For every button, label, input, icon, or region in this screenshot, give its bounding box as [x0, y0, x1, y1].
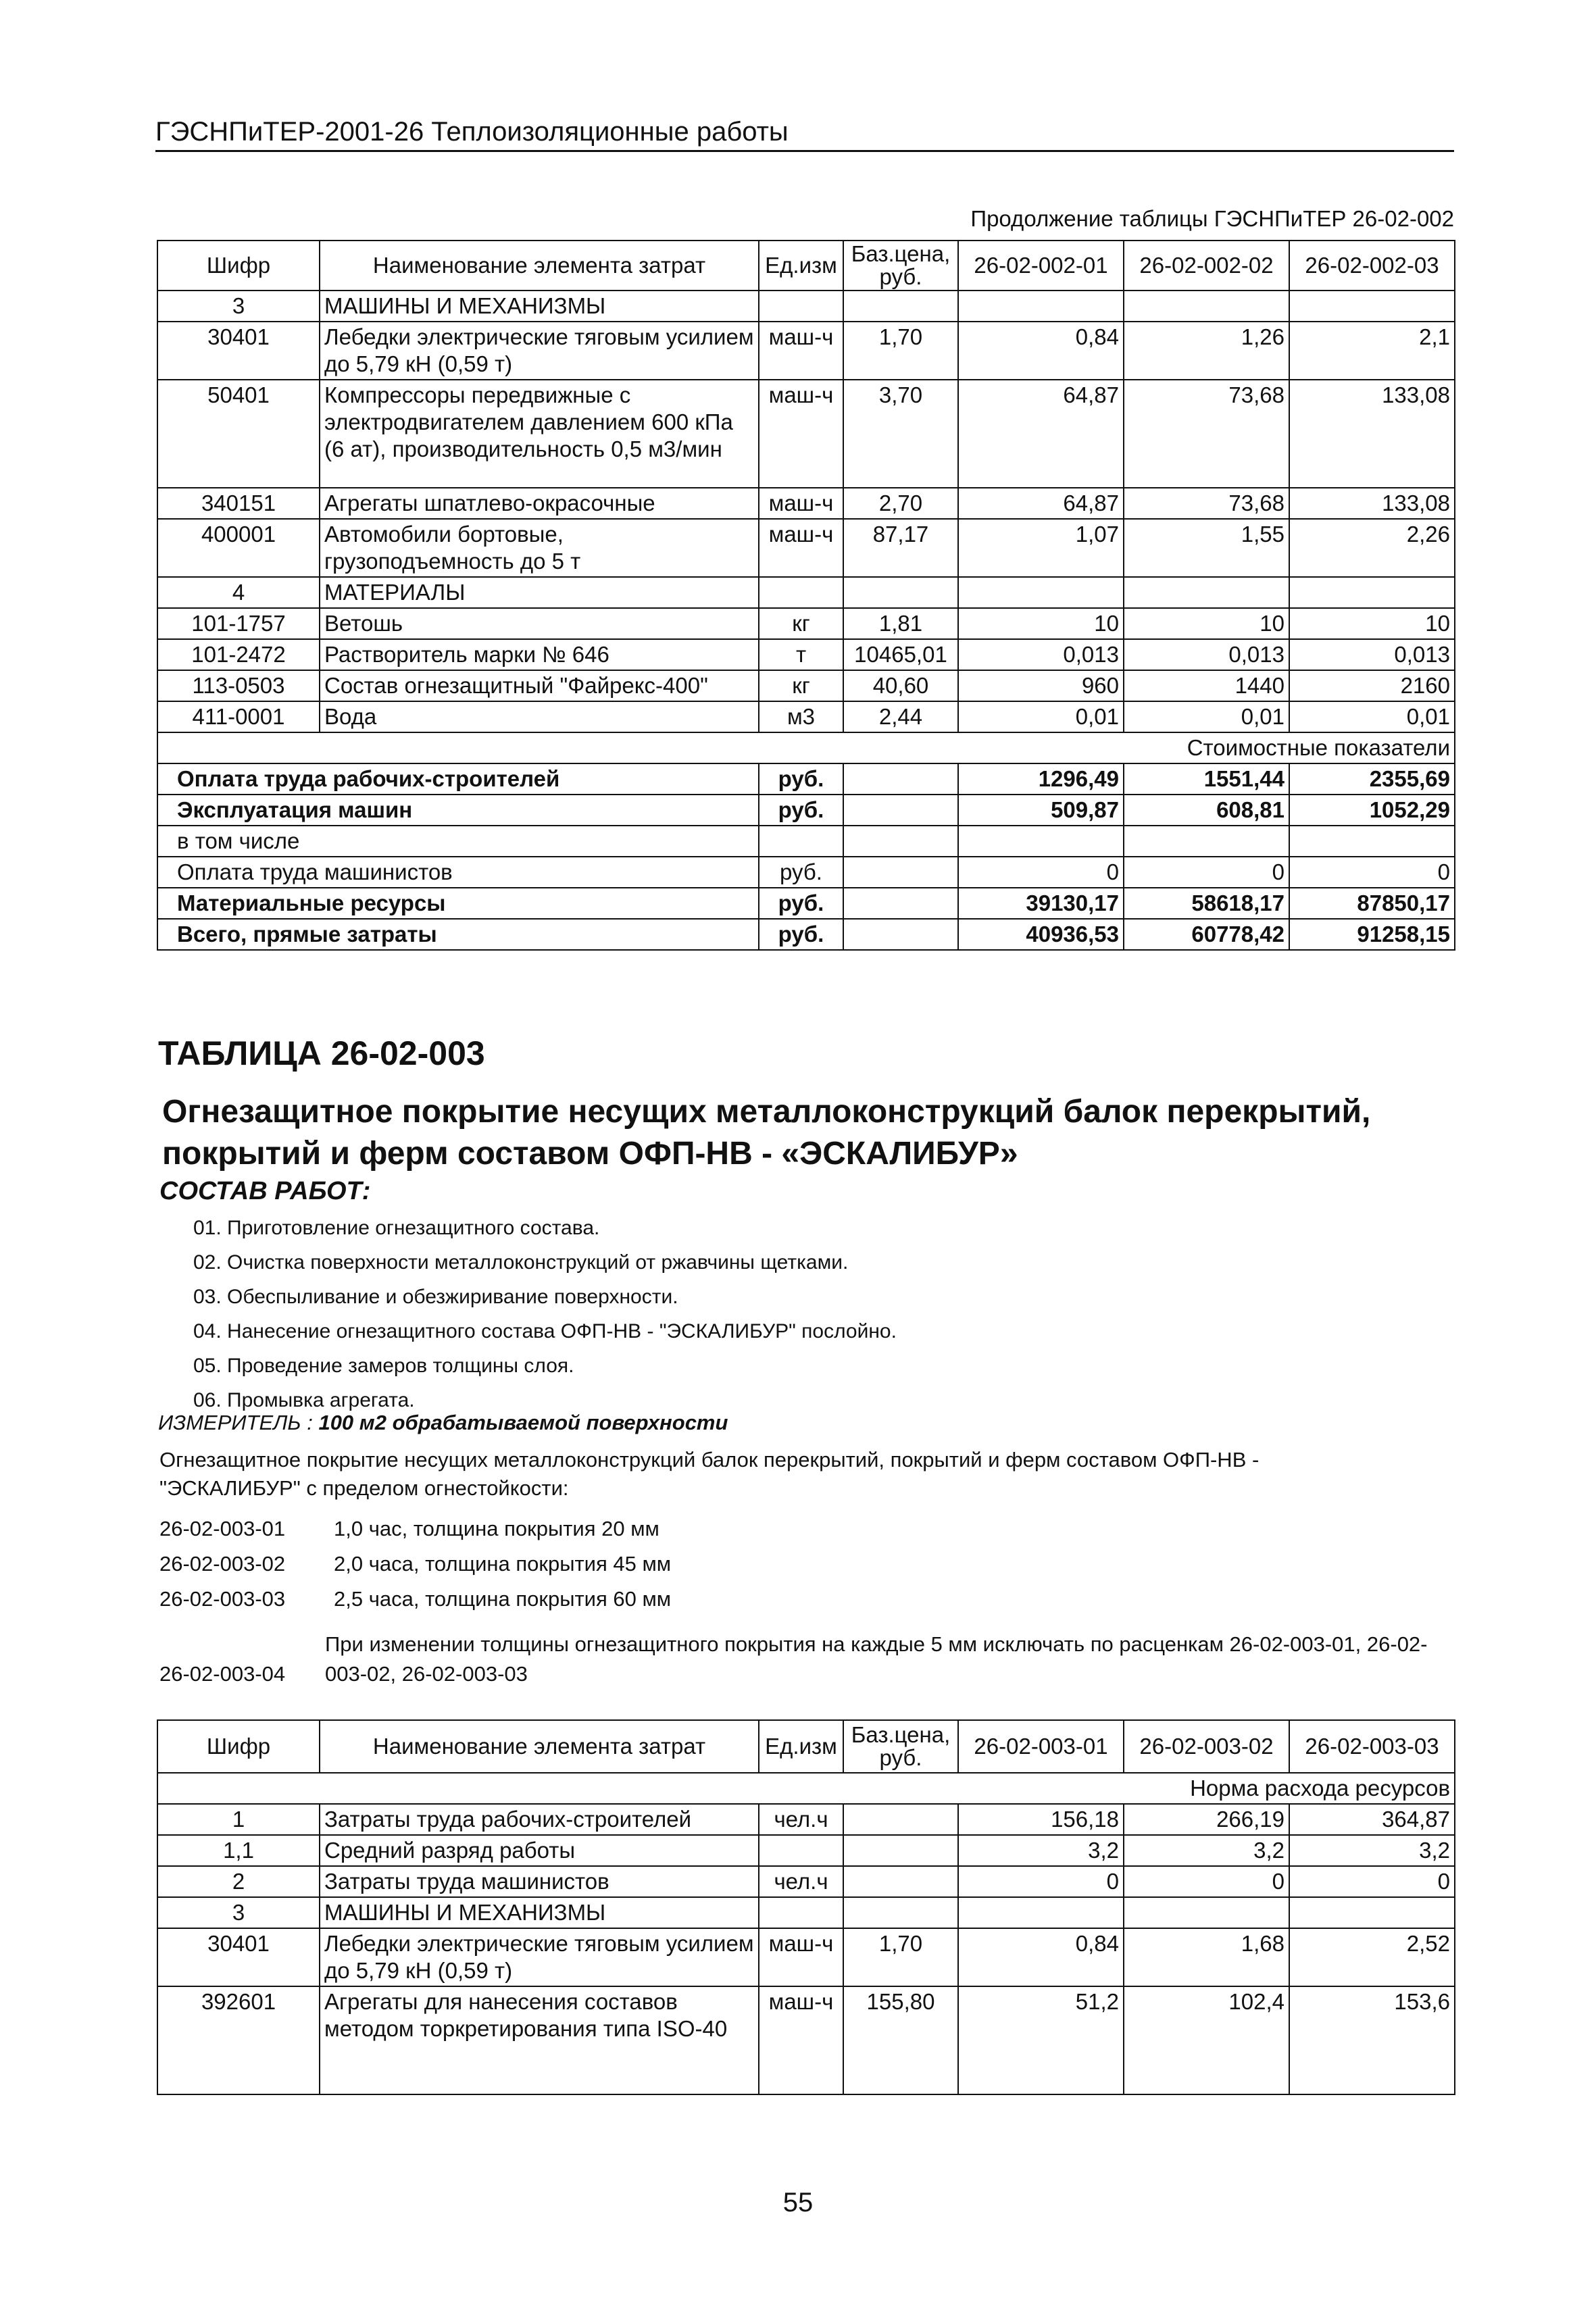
cell-v1: 3,2 — [958, 1835, 1124, 1866]
cell-unit: маш-ч — [759, 322, 843, 380]
code-id: 26-02-003-03 — [159, 1587, 286, 1611]
cell-name: Состав огнезащитный "Файрекс-400" — [320, 670, 759, 701]
cell-unit: т — [759, 639, 843, 670]
table-row — [157, 1928, 1455, 1986]
cell-v2: 73,68 — [1124, 380, 1289, 488]
cell-v1 — [958, 291, 1124, 322]
description: Огнезащитное покрытие несущих металлоконструкций балок перекрытий, покрытий и ферм составом ОФП-НВ - "ЭСКАЛИБУР" с пределом огнестойкости: — [159, 1448, 1260, 1500]
col-header-unit: Ед.изм — [759, 241, 843, 291]
cell-v2: 1,26 — [1124, 322, 1289, 380]
total-v3 — [1289, 826, 1455, 857]
total-unit: руб. — [759, 795, 843, 826]
cell-price — [843, 1897, 958, 1928]
total-v1: 509,87 — [958, 795, 1124, 826]
cell-price: 3,70 — [843, 380, 958, 488]
col-header-code: Шифр — [157, 1720, 320, 1773]
cell-code: 400001 — [157, 519, 320, 577]
cell-name: МАШИНЫ И МЕХАНИЗМЫ — [320, 291, 759, 322]
cell-v1: 0,84 — [958, 322, 1124, 380]
totals-row — [157, 763, 1455, 795]
table2-body — [157, 1804, 1455, 2094]
cell-price: 2,70 — [843, 488, 958, 519]
cell-unit: кг — [759, 608, 843, 639]
cell-name: Затраты труда рабочих-строителей — [320, 1804, 759, 1835]
totals-row — [157, 888, 1455, 919]
total-price-empty — [843, 826, 958, 857]
cell-code: 1,1 — [157, 1835, 320, 1866]
cell-price — [843, 577, 958, 608]
work-item: 03. Обеспыливание и обезжиривание поверхности. — [193, 1286, 678, 1308]
cell-v1: 156,18 — [958, 1804, 1124, 1835]
cell-price: 2,44 — [843, 701, 958, 732]
cell-price: 10465,01 — [843, 639, 958, 670]
col-header-v3: 26-02-003-03 — [1289, 1720, 1455, 1773]
cell-unit: маш-ч — [759, 380, 843, 488]
cell-name: Агрегаты шпатлево-окрасочные — [320, 488, 759, 519]
cell-v2: 0 — [1124, 1866, 1289, 1897]
table-row — [157, 1804, 1455, 1835]
total-name: Эксплуатация машин — [157, 795, 759, 826]
col-header-name: Наименование элемента затрат — [320, 241, 759, 291]
total-price-empty — [843, 888, 958, 919]
cell-v1: 0,01 — [958, 701, 1124, 732]
cell-code: 2 — [157, 1866, 320, 1897]
table-26-02-003 — [157, 1719, 1455, 2095]
cell-v2: 1,68 — [1124, 1928, 1289, 1986]
cell-v3: 3,2 — [1289, 1835, 1455, 1866]
total-v3: 0 — [1289, 857, 1455, 888]
totals-row — [157, 795, 1455, 826]
running-header: ГЭСНПиТЕР-2001-26 Теплоизоляционные работы — [155, 116, 1454, 152]
total-v2: 0 — [1124, 857, 1289, 888]
sostav-label: СОСТАВ РАБОТ: — [159, 1177, 371, 1205]
col-header-unit: Ед.изм — [759, 1720, 843, 1773]
cell-unit — [759, 291, 843, 322]
cell-v1: 64,87 — [958, 380, 1124, 488]
cell-unit: м3 — [759, 701, 843, 732]
cell-v3 — [1289, 1897, 1455, 1928]
cell-v3: 0 — [1289, 1866, 1455, 1897]
col-header-v1: 26-02-002-01 — [958, 241, 1124, 291]
total-price-empty — [843, 857, 958, 888]
cell-price: 1,81 — [843, 608, 958, 639]
cell-name: МАТЕРИАЛЫ — [320, 577, 759, 608]
total-v3: 87850,17 — [1289, 888, 1455, 919]
cell-name: Ветошь — [320, 608, 759, 639]
total-price-empty — [843, 919, 958, 950]
page-number: 55 — [782, 2188, 814, 2217]
total-price-empty — [843, 795, 958, 826]
cell-code: 101-2472 — [157, 639, 320, 670]
col-header-code: Шифр — [157, 241, 320, 291]
cell-unit: кг — [759, 670, 843, 701]
total-unit: руб. — [759, 888, 843, 919]
cell-code: 340151 — [157, 488, 320, 519]
col-header-price: Баз.цена, руб. — [843, 241, 958, 291]
note-code: 26-02-003-04 — [159, 1662, 286, 1686]
cell-price — [843, 1866, 958, 1897]
total-name: Оплата труда машинистов — [157, 857, 759, 888]
cell-unit: маш-ч — [759, 1986, 843, 2094]
cell-v3: 2,26 — [1289, 519, 1455, 577]
cell-unit: маш-ч — [759, 1928, 843, 1986]
cell-v3: 364,87 — [1289, 1804, 1455, 1835]
work-item: 02. Очистка поверхности металлоконструкций от ржавчины щетками. — [193, 1251, 849, 1274]
code-item — [159, 1546, 671, 1582]
cell-price: 87,17 — [843, 519, 958, 577]
total-name: Всего, прямые затраты — [157, 919, 759, 950]
total-v1: 1296,49 — [958, 763, 1124, 795]
code-item — [159, 1582, 671, 1617]
code-item — [159, 1511, 671, 1546]
cell-v2: 266,19 — [1124, 1804, 1289, 1835]
col-header-v3: 26-02-002-03 — [1289, 241, 1455, 291]
totals-row — [157, 826, 1455, 857]
cell-name: Средний разряд работы — [320, 1835, 759, 1866]
cell-code: 30401 — [157, 1928, 320, 1986]
cell-name: Растворитель марки № 646 — [320, 639, 759, 670]
izmeritel-value: 100 м2 обрабатываемой поверхности — [318, 1411, 728, 1434]
code-id: 26-02-003-01 — [159, 1517, 286, 1540]
cell-v3: 10 — [1289, 608, 1455, 639]
work-item: 05. Проведение замеров толщины слоя. — [193, 1355, 574, 1377]
cell-v3: 133,08 — [1289, 488, 1455, 519]
codes-list — [159, 1511, 671, 1617]
col-header-v2: 26-02-003-02 — [1124, 1720, 1289, 1773]
cell-price: 1,70 — [843, 322, 958, 380]
total-v1 — [958, 826, 1124, 857]
cell-name: Агрегаты для нанесения составов методом торкретирования типа ISO-40 — [320, 1986, 759, 2094]
cell-v3: 153,6 — [1289, 1986, 1455, 2094]
cell-v2: 1440 — [1124, 670, 1289, 701]
table-row — [157, 608, 1455, 639]
cell-code: 113-0503 — [157, 670, 320, 701]
table-row — [157, 488, 1455, 519]
total-v1: 0 — [958, 857, 1124, 888]
totals-row — [157, 919, 1455, 950]
table-row — [157, 1897, 1455, 1928]
table-row — [157, 701, 1455, 732]
note-text: При изменении толщины огнезащитного покрытия на каждые 5 мм исключать по расценкам 26-02-003-01, 26-02-003-02, 26-02-003-03 — [325, 1632, 1428, 1686]
cost-label-row — [157, 732, 1455, 763]
total-v3: 2355,69 — [1289, 763, 1455, 795]
cell-v1: 0 — [958, 1866, 1124, 1897]
total-name: Материальные ресурсы — [157, 888, 759, 919]
cell-name: Автомобили бортовые, грузоподъемность до 5 т — [320, 519, 759, 577]
cell-v2 — [1124, 291, 1289, 322]
table-26-02-002-continuation — [157, 240, 1455, 951]
cell-name: МАШИНЫ И МЕХАНИЗМЫ — [320, 1897, 759, 1928]
cell-price — [843, 291, 958, 322]
table-row — [157, 380, 1455, 488]
cell-v1: 960 — [958, 670, 1124, 701]
cell-unit: маш-ч — [759, 488, 843, 519]
cell-name: Вода — [320, 701, 759, 732]
totals-row — [157, 857, 1455, 888]
cell-code: 3 — [157, 1897, 320, 1928]
cell-code: 1 — [157, 1804, 320, 1835]
cell-price: 1,70 — [843, 1928, 958, 1986]
cell-name: Лебедки электрические тяговым усилием до 5,79 кН (0,59 т) — [320, 322, 759, 380]
cell-v1: 51,2 — [958, 1986, 1124, 2094]
cell-unit: чел.ч — [759, 1804, 843, 1835]
total-v2: 1551,44 — [1124, 763, 1289, 795]
cell-name: Лебедки электрические тяговым усилием до 5,79 кН (0,59 т) — [320, 1928, 759, 1986]
cell-v1: 10 — [958, 608, 1124, 639]
table-row — [157, 519, 1455, 577]
cell-unit — [759, 1897, 843, 1928]
total-unit: руб. — [759, 919, 843, 950]
izmeritel — [158, 1411, 728, 1435]
code-text: 1,0 час, толщина покрытия 20 мм — [334, 1517, 659, 1540]
continuation-title: Продолжение таблицы ГЭСНПиТЕР 26-02-002 — [970, 206, 1454, 231]
col-header-v2: 26-02-002-02 — [1124, 241, 1289, 291]
total-name: в том числе — [157, 826, 759, 857]
total-v2: 608,81 — [1124, 795, 1289, 826]
col-header-name: Наименование элемента затрат — [320, 1720, 759, 1773]
cell-code: 411-0001 — [157, 701, 320, 732]
total-v1: 40936,53 — [958, 919, 1124, 950]
cell-unit — [759, 577, 843, 608]
cell-v3: 2160 — [1289, 670, 1455, 701]
cell-price: 155,80 — [843, 1986, 958, 2094]
table-row — [157, 291, 1455, 322]
cell-v2: 73,68 — [1124, 488, 1289, 519]
cell-code: 30401 — [157, 322, 320, 380]
total-unit: руб. — [759, 857, 843, 888]
total-price-empty — [843, 763, 958, 795]
work-item: 01. Приготовление огнезащитного состава. — [193, 1217, 600, 1239]
cell-v1: 0,013 — [958, 639, 1124, 670]
cell-v3: 2,1 — [1289, 322, 1455, 380]
cell-v3: 0,013 — [1289, 639, 1455, 670]
cell-v2: 102,4 — [1124, 1986, 1289, 2094]
total-v2: 60778,42 — [1124, 919, 1289, 950]
table-row — [157, 670, 1455, 701]
cell-v2 — [1124, 1897, 1289, 1928]
code-id: 26-02-003-02 — [159, 1552, 286, 1576]
works-list — [193, 1211, 897, 1417]
table-title: ТАБЛИЦА 26-02-003 — [158, 1034, 485, 1072]
norm-label: Норма расхода ресурсов — [157, 1773, 1455, 1804]
table-row — [157, 1986, 1455, 2094]
cell-v2 — [1124, 577, 1289, 608]
cell-v1: 1,07 — [958, 519, 1124, 577]
cell-code: 4 — [157, 577, 320, 608]
table-row — [157, 577, 1455, 608]
total-unit — [759, 826, 843, 857]
cell-v2: 3,2 — [1124, 1835, 1289, 1866]
cell-v3: 0,01 — [1289, 701, 1455, 732]
table-row — [157, 322, 1455, 380]
table1-totals — [157, 732, 1455, 950]
cell-price: 40,60 — [843, 670, 958, 701]
cell-v1 — [958, 577, 1124, 608]
cell-code: 3 — [157, 291, 320, 322]
cell-v1 — [958, 1897, 1124, 1928]
cell-unit: маш-ч — [759, 519, 843, 577]
code-text: 2,0 часа, толщина покрытия 45 мм — [334, 1552, 672, 1576]
cell-unit: чел.ч — [759, 1866, 843, 1897]
table-row — [157, 639, 1455, 670]
code-text: 2,5 часа, толщина покрытия 60 мм — [334, 1587, 672, 1611]
work-item: 06. Промывка агрегата. — [193, 1389, 415, 1411]
col-header-price: Баз.цена, руб. — [843, 1720, 958, 1773]
table-row — [157, 1835, 1455, 1866]
cell-code: 50401 — [157, 380, 320, 488]
cell-v3: 2,52 — [1289, 1928, 1455, 1986]
total-v2 — [1124, 826, 1289, 857]
cell-price — [843, 1835, 958, 1866]
table-row — [157, 1866, 1455, 1897]
cell-v1: 64,87 — [958, 488, 1124, 519]
cell-v3 — [1289, 577, 1455, 608]
total-v3: 1052,29 — [1289, 795, 1455, 826]
total-name: Оплата труда рабочих-строителей — [157, 763, 759, 795]
cell-code: 101-1757 — [157, 608, 320, 639]
work-item: 04. Нанесение огнезащитного состава ОФП-НВ - "ЭСКАЛИБУР" послойно. — [193, 1320, 897, 1342]
total-v1: 39130,17 — [958, 888, 1124, 919]
total-v3: 91258,15 — [1289, 919, 1455, 950]
table1-body — [157, 291, 1455, 732]
cell-unit — [759, 1835, 843, 1866]
table-subtitle: Огнезащитное покрытие несущих металлоконструкций балок перекрытий, покрытий и ферм составом ОФП-НВ - «ЭСКАЛИБУР» — [162, 1094, 1371, 1172]
cost-label: Стоимостные показатели — [157, 732, 1455, 763]
izmeritel-label: ИЗМЕРИТЕЛЬ : — [158, 1411, 313, 1434]
cell-v1: 0,84 — [958, 1928, 1124, 1986]
col-header-v1: 26-02-003-01 — [958, 1720, 1124, 1773]
cell-v2: 1,55 — [1124, 519, 1289, 577]
cell-v2: 0,01 — [1124, 701, 1289, 732]
cell-name: Затраты труда машинистов — [320, 1866, 759, 1897]
cell-v2: 10 — [1124, 608, 1289, 639]
cell-code: 392601 — [157, 1986, 320, 2094]
note — [159, 1630, 1457, 1689]
cell-v3: 133,08 — [1289, 380, 1455, 488]
cell-name: Компрессоры передвижные с электродвигателем давлением 600 кПа (6 ат), производительность 0,5 м3/мин — [320, 380, 759, 488]
cell-v2: 0,013 — [1124, 639, 1289, 670]
total-v2: 58618,17 — [1124, 888, 1289, 919]
cell-v3 — [1289, 291, 1455, 322]
total-unit: руб. — [759, 763, 843, 795]
cell-price — [843, 1804, 958, 1835]
